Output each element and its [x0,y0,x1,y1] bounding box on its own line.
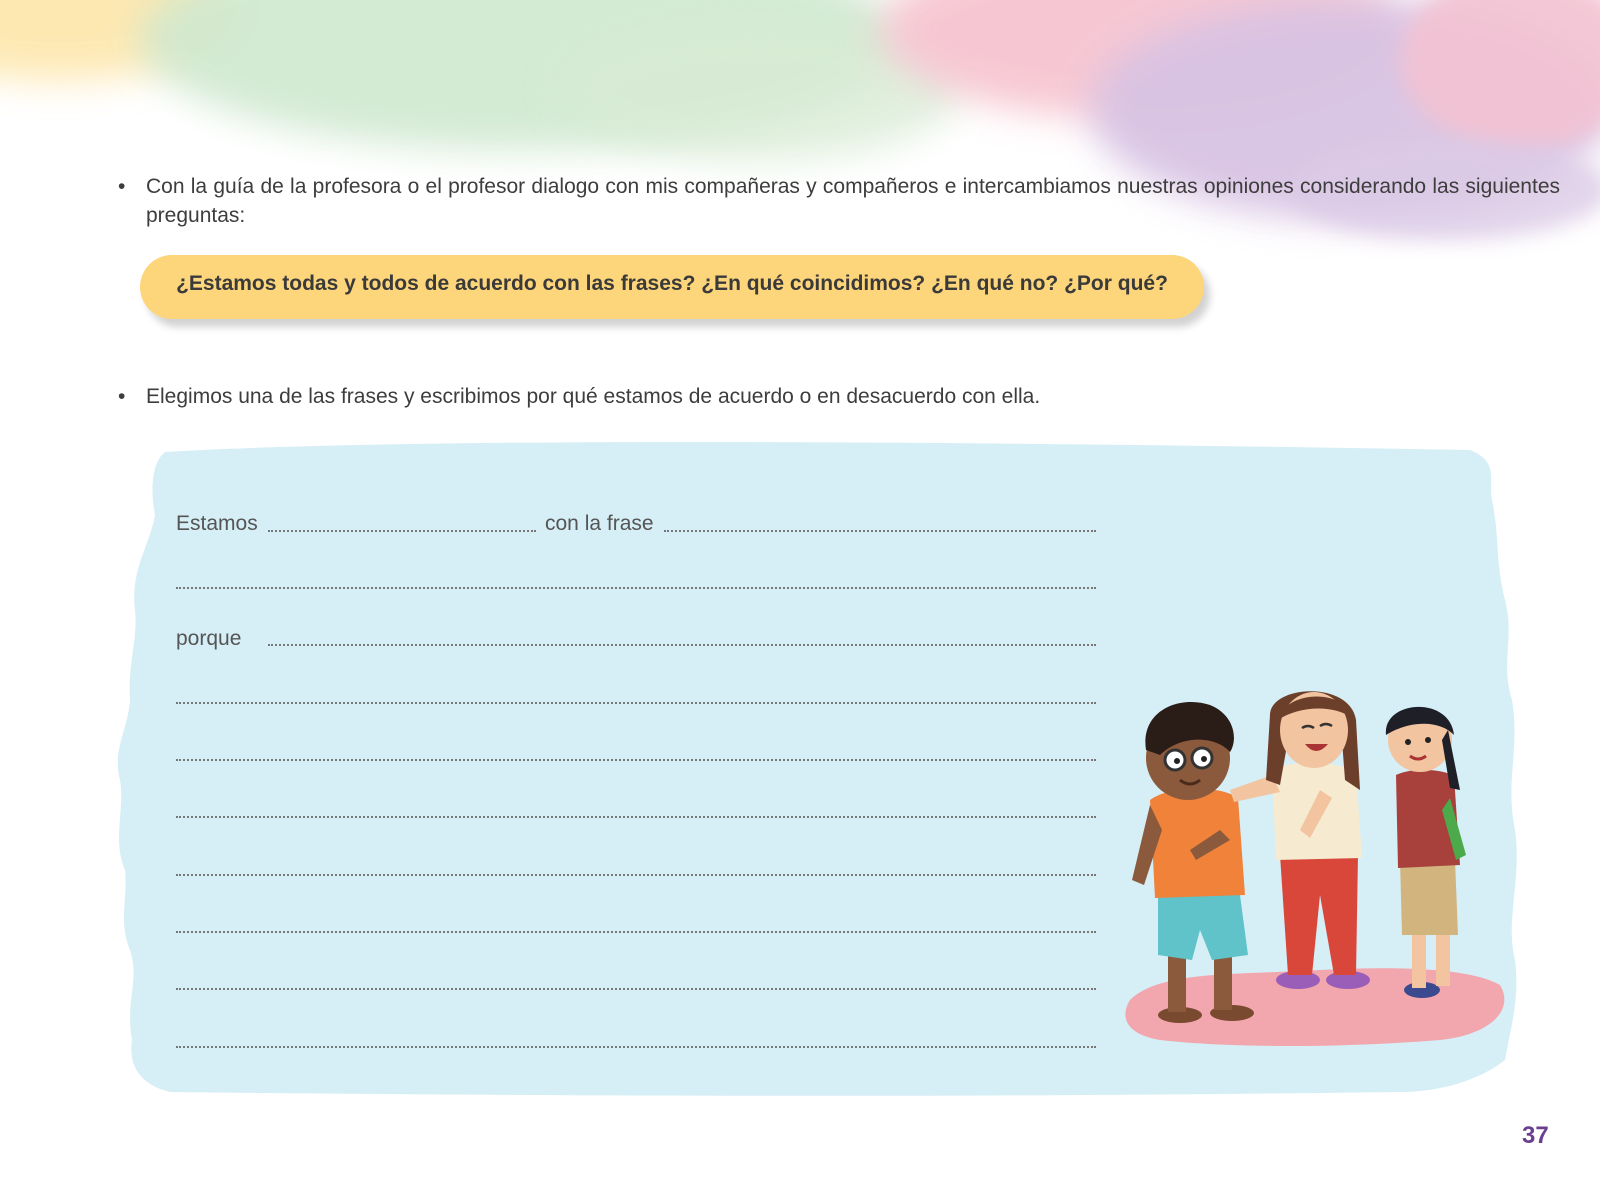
girl-laughing [1230,691,1370,989]
label-con-la-frase: con la frase [545,512,654,535]
label-estamos: Estamos [176,512,258,535]
child-right [1386,707,1466,998]
answer-line-9[interactable] [176,988,1096,990]
answer-line-4[interactable] [176,702,1096,704]
bullet-symbol: • [118,385,126,408]
answer-line-2[interactable] [176,587,1096,589]
answer-line-5[interactable] [176,759,1096,761]
label-porque: porque [176,627,242,650]
instruction-text-dialogue: Con la guía de la profesora o el profesor dialogo con mis compañeras y compañeros e intercambiamos nuestras opiniones considerando las siguientes preguntas: [146,175,1560,227]
instruction-text-writing: Elegimos una de las frases y escribimos por qué estamos de acuerdo o en desacuerdo con ella. [146,385,1041,408]
answer-line-because[interactable] [268,644,1096,646]
answer-line-8[interactable] [176,931,1096,933]
page-number: 37 [1522,1122,1549,1149]
answer-line-7[interactable] [176,874,1096,876]
answer-line-10[interactable] [176,1046,1096,1048]
answer-line-agreement[interactable] [268,530,536,532]
questions-banner-text: ¿Estamos todas y todos de acuerdo con las frases? ¿En qué coincidimos? ¿En qué no? ¿Por qué? [176,272,1168,295]
answer-line-phrase[interactable] [664,530,1096,532]
children-illustration [1120,680,1520,1050]
bullet-symbol: • [118,175,126,198]
answer-line-6[interactable] [176,816,1096,818]
